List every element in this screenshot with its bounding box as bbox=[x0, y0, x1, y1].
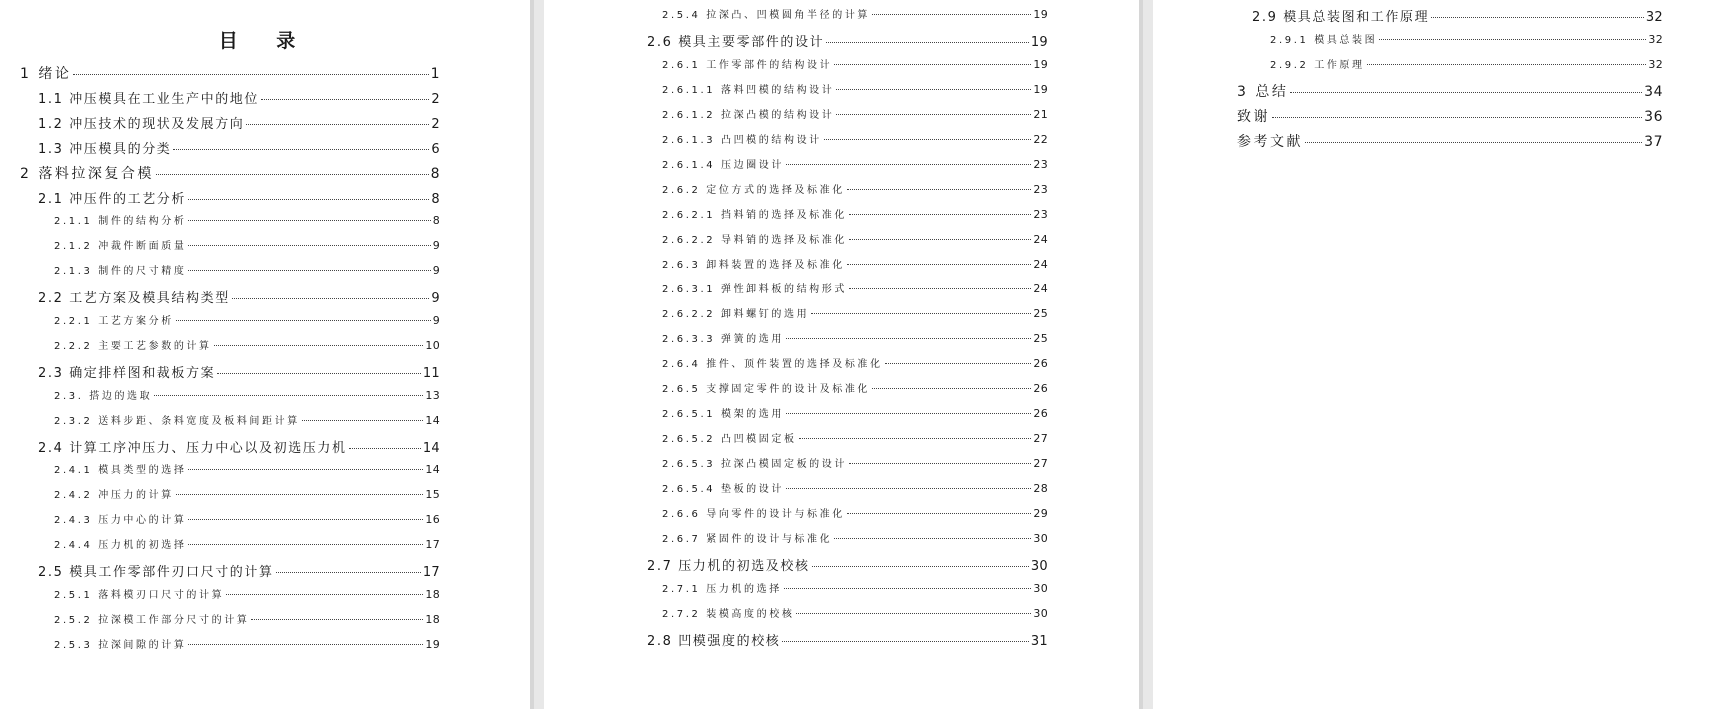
toc-entry-title: 2.6.6 导向零件的设计与标准化 bbox=[662, 509, 845, 520]
toc-entry-title: 2.9 模具总装图和工作原理 bbox=[1252, 10, 1430, 25]
toc-dot-leader bbox=[302, 419, 424, 421]
toc-entry[interactable] bbox=[662, 580, 1048, 595]
toc-dot-leader bbox=[1431, 16, 1644, 18]
toc-page-number: 30 bbox=[1033, 531, 1048, 545]
toc-page-number: 1 bbox=[430, 66, 440, 82]
toc-page-number: 6 bbox=[431, 141, 440, 157]
toc-dot-leader bbox=[782, 640, 1028, 642]
toc-dot-leader bbox=[1272, 116, 1642, 118]
toc-entry[interactable] bbox=[662, 156, 1048, 171]
toc-entry[interactable] bbox=[1252, 6, 1663, 25]
toc-entry-title: 1 绪论 bbox=[20, 66, 72, 82]
toc-entry-title: 2.6.2 定位方式的选择及标准化 bbox=[662, 184, 845, 196]
toc-entry-title: 2.1.2 冲裁件断面质量 bbox=[54, 241, 187, 253]
toc-entry-title: 2.6.1.2 拉深凸模的结构设计 bbox=[662, 109, 835, 121]
toc-page-number: 17 bbox=[422, 565, 440, 580]
toc-entry[interactable] bbox=[1237, 106, 1663, 126]
toc-dot-leader bbox=[217, 372, 421, 374]
toc-dot-leader bbox=[849, 238, 1031, 240]
toc-dot-leader bbox=[176, 493, 424, 495]
toc-entry-title: 3 总结 bbox=[1237, 83, 1289, 100]
toc-entry[interactable] bbox=[662, 405, 1048, 420]
toc-entry-title: 2.1.3 制件的尺寸精度 bbox=[54, 266, 187, 278]
toc-entry[interactable] bbox=[54, 237, 440, 252]
toc-dot-leader bbox=[786, 337, 1031, 339]
toc-dot-leader bbox=[786, 487, 1031, 489]
toc-entry-title: 2.9.2 工作原理 bbox=[1270, 59, 1365, 71]
toc-dot-leader bbox=[73, 73, 428, 75]
toc-dot-leader bbox=[836, 88, 1031, 90]
toc-entry-title: 2.5 模具工作零部件刃口尺寸的计算 bbox=[38, 565, 274, 580]
toc-page-number: 25 bbox=[1033, 332, 1048, 346]
toc-entry-title: 2.3.2 送料步距、条料宽度及板料间距计算 bbox=[54, 415, 300, 427]
toc-dot-leader bbox=[188, 219, 430, 221]
toc-page-number: 9 bbox=[432, 264, 440, 278]
toc-page-number: 25 bbox=[1033, 307, 1048, 321]
toc-dot-leader bbox=[834, 63, 1031, 65]
toc-page-number: 17 bbox=[425, 538, 440, 552]
toc-entry-title: 2.6.3 卸料装置的选择及标准化 bbox=[662, 259, 845, 271]
toc-entry[interactable] bbox=[54, 636, 440, 651]
toc-entry-title: 1.3 冲压模具的分类 bbox=[38, 141, 172, 157]
toc-entry-title: 2.5.2 拉深模工作部分尺寸的计算 bbox=[54, 614, 250, 626]
toc-page-number: 30 bbox=[1030, 558, 1048, 574]
toc-entry-title: 2.4.4 压力机的初选择 bbox=[54, 540, 187, 552]
toc-page-number: 23 bbox=[1033, 157, 1048, 171]
toc-dot-leader bbox=[847, 512, 1032, 514]
toc-dot-leader bbox=[847, 188, 1032, 190]
toc-dot-leader bbox=[1305, 141, 1642, 143]
toc-dot-leader bbox=[1367, 63, 1647, 65]
toc-dot-leader bbox=[812, 565, 1029, 567]
toc-dot-leader bbox=[188, 244, 430, 246]
toc-page-number: 32 bbox=[1648, 57, 1663, 71]
toc-entry-title: 1.2 冲压技术的现状及发展方向 bbox=[38, 116, 245, 132]
toc-dot-leader bbox=[226, 593, 423, 595]
toc-entry[interactable] bbox=[662, 206, 1048, 221]
toc-page-number: 24 bbox=[1033, 232, 1048, 246]
toc-entry-title: 2.6.5.3 拉深凸模固定板的设计 bbox=[662, 459, 847, 471]
toc-entry[interactable] bbox=[38, 561, 440, 580]
toc-entry-title: 2.9.1 模具总装图 bbox=[1270, 34, 1378, 46]
toc-dot-leader bbox=[1290, 91, 1642, 93]
toc-entry[interactable] bbox=[54, 511, 440, 526]
toc-dot-leader bbox=[188, 518, 423, 520]
toc-entry-title: 2.4 计算工序冲压力、压力中心以及初选压力机 bbox=[38, 440, 347, 456]
toc-entry-title: 2.2.2 主要工艺参数的计算 bbox=[54, 340, 212, 352]
toc-entry-title: 2.6 模具主要零部件的设计 bbox=[647, 34, 825, 50]
toc-page-number: 27 bbox=[1033, 432, 1048, 446]
toc-page-number: 21 bbox=[1033, 107, 1048, 121]
toc-entry-title: 2.6.1.3 凸凹模的结构设计 bbox=[662, 134, 822, 146]
toc-page-number: 9 bbox=[432, 314, 440, 327]
toc-dot-leader bbox=[872, 387, 1031, 389]
toc-dot-leader bbox=[173, 148, 429, 150]
toc-dot-leader bbox=[154, 394, 423, 396]
toc-page-number: 19 bbox=[1030, 34, 1048, 50]
toc-dot-leader bbox=[786, 412, 1031, 414]
toc-entry[interactable] bbox=[647, 555, 1048, 574]
toc-page-number: 14 bbox=[425, 413, 440, 427]
toc-entry[interactable] bbox=[662, 480, 1048, 495]
toc-page-number: 18 bbox=[425, 612, 440, 626]
toc-entry-title: 2.4.1 模具类型的选择 bbox=[54, 465, 187, 477]
toc-entry-title: 2.6.1.4 压边圈设计 bbox=[662, 159, 784, 171]
toc-page-number: 26 bbox=[1033, 382, 1048, 396]
toc-page-number: 22 bbox=[1033, 132, 1048, 146]
toc-page-number: 19 bbox=[1033, 82, 1048, 96]
toc-entry[interactable] bbox=[1237, 131, 1663, 151]
toc-entry[interactable] bbox=[54, 412, 440, 427]
toc-page-number: 9 bbox=[432, 239, 440, 253]
toc-page-number: 14 bbox=[425, 463, 440, 477]
toc-entry[interactable] bbox=[54, 536, 440, 551]
toc-entry[interactable] bbox=[662, 380, 1048, 395]
toc-page-number: 34 bbox=[1644, 83, 1663, 100]
toc-entry-title: 2.6.1 工作零部件的结构设计 bbox=[662, 59, 833, 71]
toc-entry[interactable] bbox=[662, 605, 1048, 620]
toc-entry[interactable] bbox=[662, 330, 1048, 345]
toc-page-number: 8 bbox=[430, 165, 440, 182]
toc-dot-leader bbox=[276, 571, 421, 573]
toc-entry[interactable] bbox=[662, 455, 1048, 470]
toc-page-number: 16 bbox=[425, 513, 440, 527]
toc-page-number: 36 bbox=[1644, 108, 1663, 125]
toc-entry-title: 2.7.2 装模高度的校核 bbox=[662, 608, 795, 620]
toc-dot-leader bbox=[188, 198, 429, 200]
toc-dot-leader bbox=[784, 587, 1032, 589]
toc-page-number: 24 bbox=[1033, 257, 1048, 271]
toc-entry-title: 2.5.4 拉深凸、凹模圆角半径的计算 bbox=[662, 10, 871, 21]
toc-page-number: 32 bbox=[1645, 10, 1663, 25]
toc-entry-title: 1.1 冲压模具在工业生产中的地位 bbox=[38, 91, 260, 107]
toc-entry-title: 2.6.3.1 弹性卸料板的结构形式 bbox=[662, 284, 847, 296]
toc-entry[interactable] bbox=[662, 305, 1048, 320]
toc-entry-title: 2.6.2.2 卸料螺钉的选用 bbox=[662, 309, 810, 321]
toc-page-number: 8 bbox=[432, 214, 440, 228]
toc-entry[interactable] bbox=[54, 212, 440, 227]
toc-entry-title: 致谢 bbox=[1237, 108, 1270, 125]
toc-entry[interactable] bbox=[54, 262, 440, 277]
toc-dot-leader bbox=[824, 138, 1032, 140]
toc-entry-title: 2.4.2 冲压力的计算 bbox=[54, 490, 174, 502]
toc-page-number: 26 bbox=[1033, 407, 1048, 421]
toc-dot-leader bbox=[232, 297, 430, 299]
toc-entry[interactable] bbox=[54, 486, 440, 501]
toc-entry[interactable] bbox=[662, 6, 1048, 21]
toc-dot-leader bbox=[799, 437, 1032, 439]
toc-dot-leader bbox=[811, 312, 1031, 314]
toc-entry-title: 2.2.1 工艺方案分析 bbox=[54, 316, 174, 327]
toc-dot-leader bbox=[246, 123, 429, 125]
toc-entry[interactable] bbox=[20, 63, 440, 83]
toc-entry-title: 2.6.4 推件、顶件装置的选择及标准化 bbox=[662, 359, 883, 371]
toc-entry-title: 参考文献 bbox=[1237, 133, 1303, 150]
toc-page-number: 19 bbox=[1033, 57, 1048, 71]
toc-dot-leader bbox=[1379, 38, 1646, 40]
toc-page-number: 2 bbox=[431, 91, 440, 107]
toc-dot-leader bbox=[261, 98, 429, 100]
toc-entry-title: 2.7 压力机的初选及校核 bbox=[647, 558, 810, 574]
toc-entry[interactable] bbox=[54, 387, 440, 402]
toc-entry-title: 2.3 确定排样图和裁板方案 bbox=[38, 365, 216, 381]
toc-entry[interactable] bbox=[54, 611, 440, 626]
toc-entry[interactable] bbox=[662, 280, 1048, 295]
toc-entry[interactable] bbox=[647, 630, 1048, 649]
toc-entry-title: 2.3. 搭边的选取 bbox=[54, 390, 153, 402]
toc-page-number: 8 bbox=[431, 191, 440, 207]
toc-page-number: 28 bbox=[1033, 482, 1048, 496]
toc-entry[interactable] bbox=[662, 231, 1048, 246]
toc-entry[interactable] bbox=[662, 106, 1048, 121]
toc-page-number: 15 bbox=[425, 488, 440, 502]
toc-entry-title: 2.6.5 支撑固定零件的设计及标准化 bbox=[662, 384, 871, 396]
toc-dot-leader bbox=[786, 163, 1031, 165]
toc-dot-leader bbox=[849, 213, 1031, 215]
toc-dot-leader bbox=[176, 319, 431, 321]
document-page-1 bbox=[0, 0, 530, 709]
document-page-2 bbox=[544, 0, 1139, 709]
page-gap bbox=[1139, 0, 1153, 709]
toc-page-number: 31 bbox=[1030, 633, 1048, 649]
toc-entry[interactable] bbox=[38, 113, 440, 132]
toc-entry-title: 2.7.1 压力机的选择 bbox=[662, 583, 782, 595]
toc-entry-title: 2.5.1 落料模刃口尺寸的计算 bbox=[54, 589, 225, 601]
toc-entry-title: 2.1 冲压件的工艺分析 bbox=[38, 191, 187, 207]
toc-page-number: 19 bbox=[1033, 8, 1048, 21]
toc-entry[interactable] bbox=[38, 88, 440, 107]
toc-page-number: 9 bbox=[431, 291, 440, 307]
toc-page-number: 24 bbox=[1033, 282, 1048, 296]
toc-page-number: 11 bbox=[422, 365, 440, 381]
toc-entry-title: 2.6.1.1 落料凹模的结构设计 bbox=[662, 84, 835, 96]
toc-dot-leader bbox=[188, 269, 430, 271]
toc-entry[interactable] bbox=[662, 355, 1048, 370]
toc-page-number: 37 bbox=[1644, 133, 1663, 150]
toc-dot-leader bbox=[156, 173, 429, 175]
toc-entry-title: 2.6.3.3 弹簧的选用 bbox=[662, 334, 784, 346]
toc-dot-leader bbox=[349, 447, 421, 449]
toc-dot-leader bbox=[849, 287, 1031, 289]
toc-dot-leader bbox=[847, 263, 1032, 265]
toc-entry[interactable] bbox=[662, 430, 1048, 445]
toc-entry[interactable] bbox=[54, 312, 440, 327]
toc-entry-title: 2.6.2.1 挡料销的选择及标准化 bbox=[662, 209, 847, 221]
toc-dot-leader bbox=[836, 113, 1031, 115]
toc-entry[interactable] bbox=[1270, 56, 1663, 71]
toc-entry-title: 2.6.5.1 模架的选用 bbox=[662, 409, 784, 421]
toc-entry[interactable] bbox=[662, 56, 1048, 71]
toc-entry[interactable] bbox=[38, 138, 440, 157]
toc-entry-title: 2.4.3 压力中心的计算 bbox=[54, 515, 187, 527]
toc-entry[interactable] bbox=[647, 31, 1048, 50]
toc-page-number: 30 bbox=[1033, 606, 1048, 620]
toc-entry[interactable] bbox=[54, 586, 440, 601]
toc-dot-leader bbox=[188, 643, 423, 645]
toc-entry[interactable] bbox=[662, 181, 1048, 196]
toc-dot-leader bbox=[849, 462, 1031, 464]
toc-entry[interactable] bbox=[1270, 31, 1663, 46]
toc-entry-title: 2.2 工艺方案及模具结构类型 bbox=[38, 291, 230, 307]
toc-page-number: 30 bbox=[1033, 581, 1048, 595]
toc-page-number: 14 bbox=[422, 440, 440, 456]
toc-entry[interactable] bbox=[54, 461, 440, 476]
toc-entry[interactable] bbox=[662, 81, 1048, 96]
toc-entry-title: 2.5.3 拉深间隙的计算 bbox=[54, 639, 187, 651]
toc-dot-leader bbox=[826, 41, 1029, 43]
toc-page-number: 10 bbox=[425, 338, 440, 352]
page-gap bbox=[530, 0, 544, 709]
toc-entry[interactable] bbox=[1237, 81, 1663, 101]
toc-dot-leader bbox=[214, 344, 424, 346]
toc-page-number: 32 bbox=[1648, 32, 1663, 46]
toc-entry[interactable] bbox=[38, 188, 440, 207]
toc-dot-leader bbox=[188, 543, 423, 545]
toc-entry[interactable] bbox=[20, 163, 440, 183]
toc-dot-leader bbox=[251, 618, 423, 620]
toc-entry[interactable] bbox=[662, 530, 1048, 545]
toc-page-number: 26 bbox=[1033, 357, 1048, 371]
toc-entry[interactable] bbox=[662, 131, 1048, 146]
toc-dot-leader bbox=[872, 13, 1031, 15]
toc-page-number: 2 bbox=[431, 116, 440, 132]
toc-entry[interactable] bbox=[662, 256, 1048, 271]
toc-entry[interactable] bbox=[54, 337, 440, 352]
toc-page-number: 23 bbox=[1033, 207, 1048, 221]
toc-entry[interactable] bbox=[38, 437, 440, 456]
toc-entry-title: 2.6.5.2 凸凹模固定板 bbox=[662, 434, 797, 446]
toc-entry[interactable] bbox=[38, 287, 440, 306]
toc-entry-title: 2.8 凹模强度的校核 bbox=[647, 633, 781, 649]
toc-dot-leader bbox=[834, 537, 1031, 539]
toc-page-number: 18 bbox=[425, 587, 440, 601]
toc-page-number: 19 bbox=[425, 637, 440, 651]
toc-entry[interactable] bbox=[38, 362, 440, 381]
toc-entry-title: 2.1.1 制件的结构分析 bbox=[54, 216, 187, 228]
toc-entry-title: 2.6.2.2 导料销的选择及标准化 bbox=[662, 234, 847, 246]
toc-title: 目 录 bbox=[218, 30, 312, 52]
toc-entry-title: 2 落料拉深复合模 bbox=[20, 165, 154, 182]
document-page-3 bbox=[1153, 0, 1713, 709]
toc-page-number: 23 bbox=[1033, 182, 1048, 196]
toc-dot-leader bbox=[188, 468, 423, 470]
toc-entry[interactable] bbox=[662, 505, 1048, 520]
toc-entry-title: 2.6.7 紧固件的设计与标准化 bbox=[662, 533, 833, 545]
toc-page-number: 29 bbox=[1033, 507, 1048, 520]
toc-page-number: 13 bbox=[425, 388, 440, 402]
toc-dot-leader bbox=[796, 612, 1031, 614]
toc-dot-leader bbox=[885, 362, 1032, 364]
toc-page-number: 27 bbox=[1033, 457, 1048, 471]
toc-entry-title: 2.6.5.4 垫板的设计 bbox=[662, 484, 784, 496]
